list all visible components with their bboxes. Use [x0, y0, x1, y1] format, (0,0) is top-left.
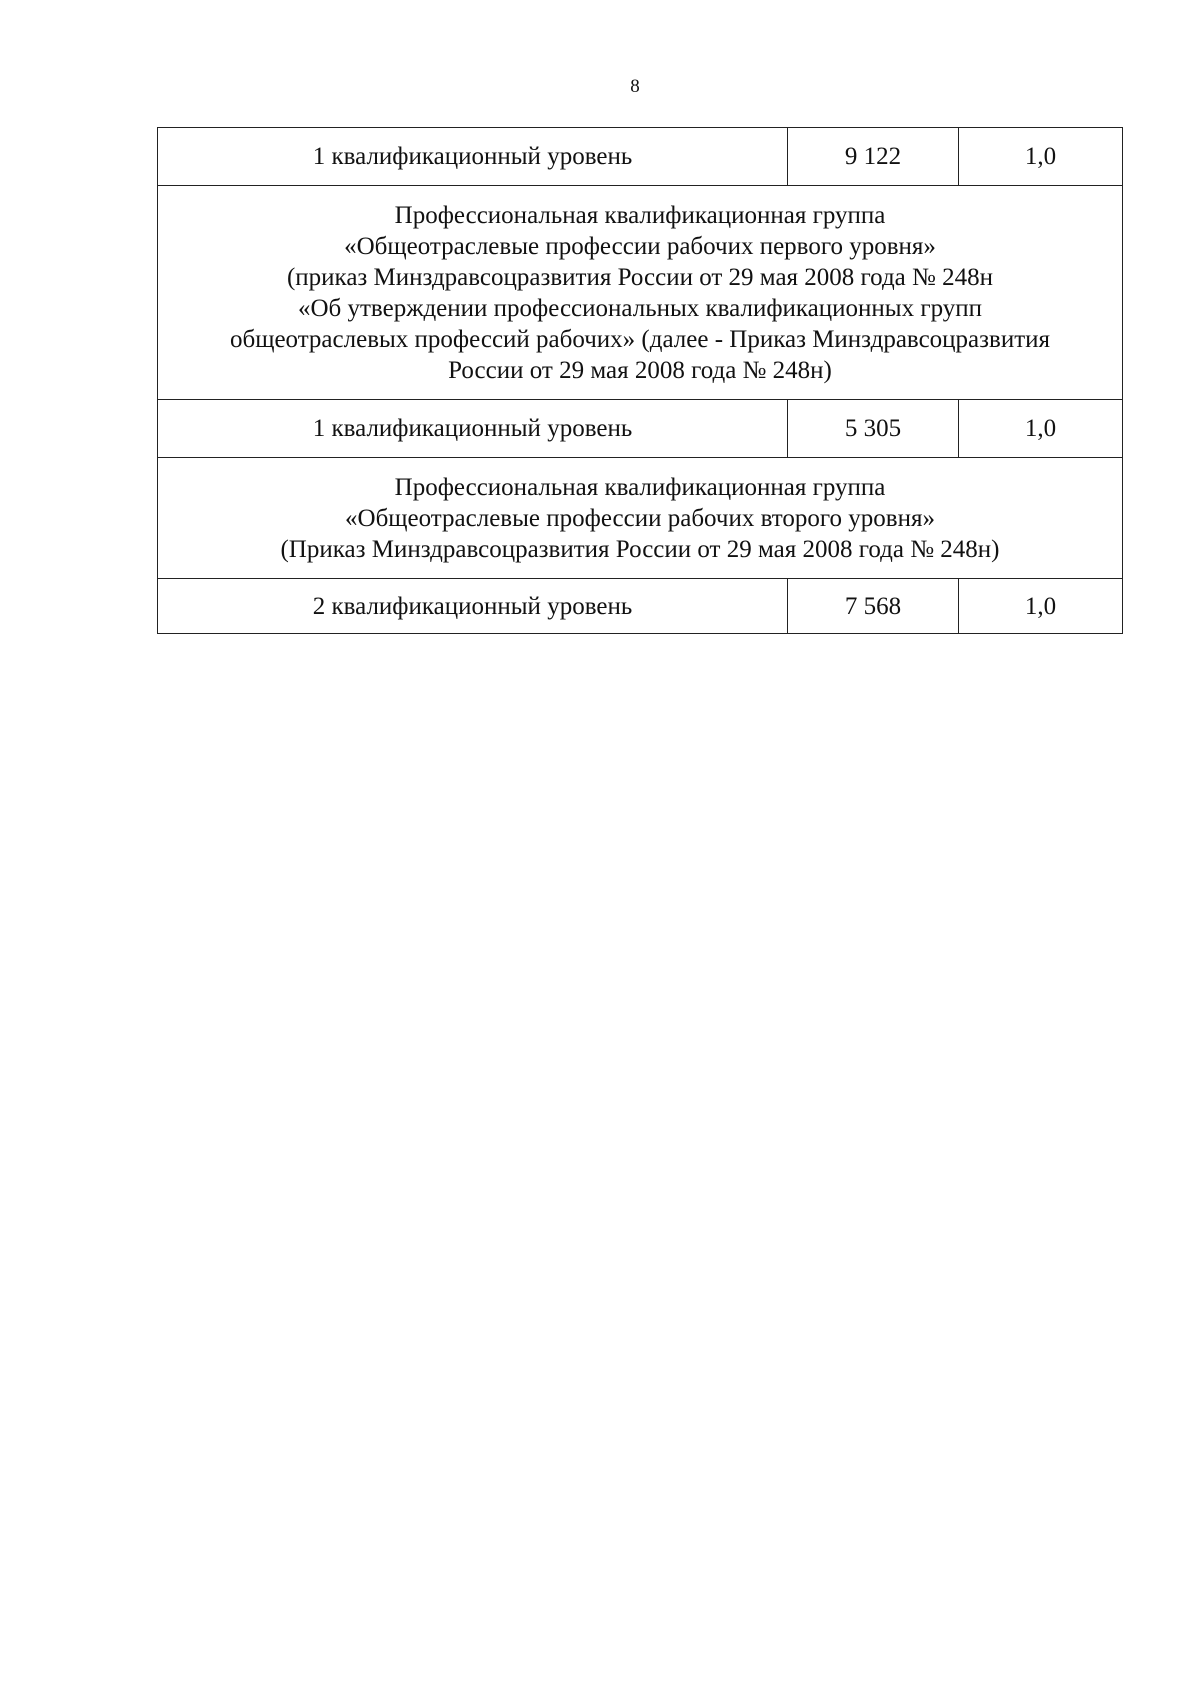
coefficient-cell: 1,0: [959, 128, 1123, 186]
table-row-level: [158, 128, 1123, 186]
table-row-group-heading: [158, 458, 1123, 579]
group-heading-cell: [158, 186, 1123, 400]
page-number: 8: [630, 76, 640, 97]
group-heading-line: (Приказ Минздравсоцразвития России от 29 мая 2008 года № 248н): [280, 535, 1000, 563]
coefficient-cell: 1,0: [959, 400, 1123, 458]
group-heading-line: «Общеотраслевые профессии рабочих первого уровня»: [344, 232, 936, 260]
table-row-group-heading: [158, 186, 1123, 400]
salary-cell: 7 568: [788, 579, 959, 634]
level-name-cell: 2 квалификационный уровень: [158, 579, 788, 634]
group-heading-line: Профессиональная квалификационная группа: [394, 473, 886, 501]
salary-cell: 5 305: [788, 400, 959, 458]
salary-cell: 9 122: [788, 128, 959, 186]
group-heading-cell: [158, 458, 1123, 579]
group-heading-line: Профессиональная квалификационная группа: [394, 201, 886, 229]
group-heading-line: «Об утверждении профессиональных квалификационных групп: [297, 294, 983, 322]
level-name-cell: 1 квалификационный уровень: [158, 400, 788, 458]
table-row-level: [158, 400, 1123, 458]
table-row-level: [158, 579, 1123, 634]
group-heading-line: России от 29 мая 2008 года № 248н): [448, 356, 832, 384]
salary-table: [157, 127, 1123, 634]
level-name-cell: 1 квалификационный уровень: [158, 128, 788, 186]
coefficient-cell: 1,0: [959, 579, 1123, 634]
group-heading-line: «Общеотраслевые профессии рабочих второго уровня»: [345, 504, 935, 532]
group-heading-line: общеотраслевых профессий рабочих» (далее - Приказ Минздравсоцразвития: [229, 325, 1051, 353]
group-heading-line: (приказ Минздравсоцразвития России от 29 мая 2008 года № 248н: [286, 263, 994, 291]
